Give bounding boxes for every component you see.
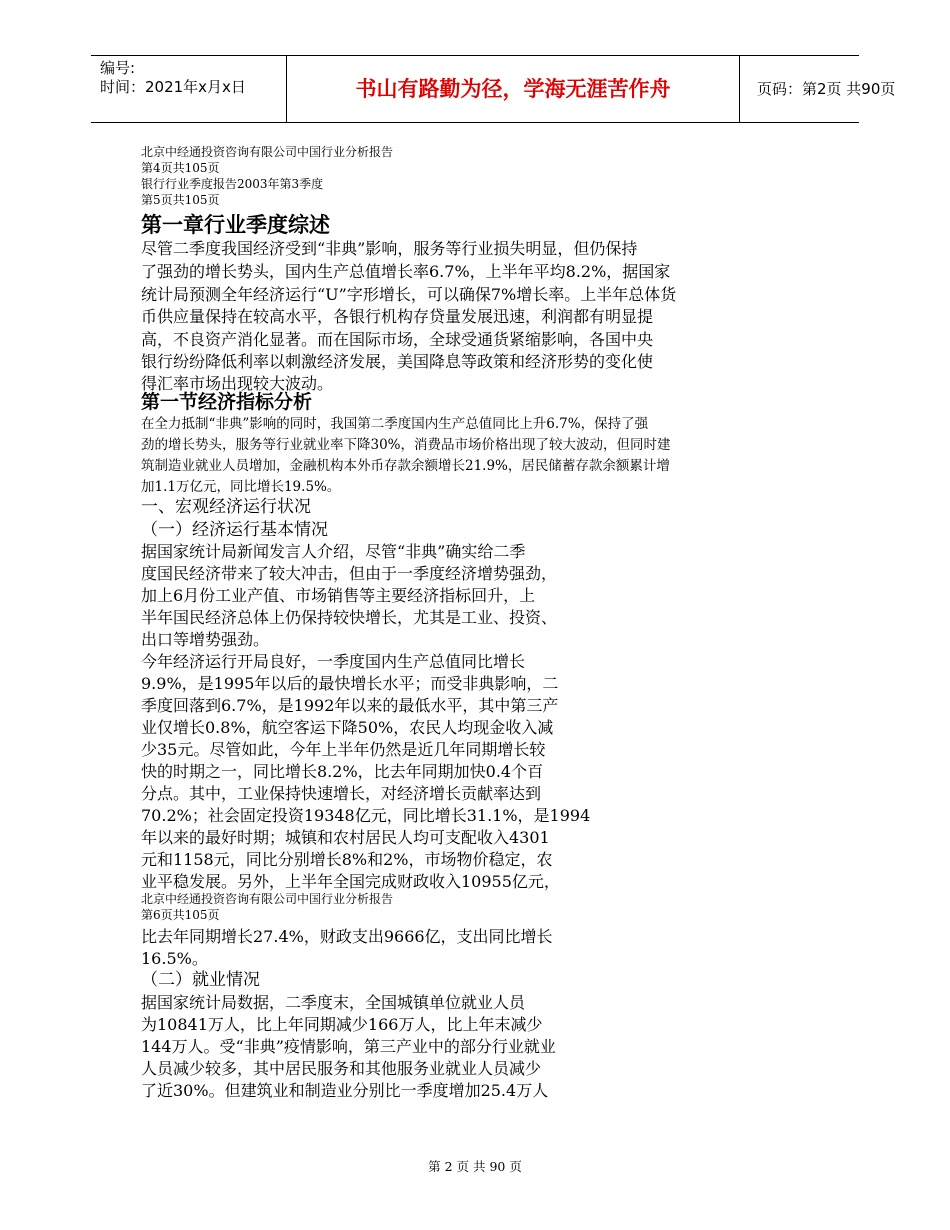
page-header [91,55,896,123]
header-center-cell [286,56,740,122]
chapter-heading: 第一章行业季度综述 [141,213,330,237]
paragraph-line: 加上6月份工业产值、市场销售等主要经济指标回升，上 [141,586,536,605]
paragraph-line: 统计局预测全年经济运行“U”字形增长，可以确保7%增长率。上半年总体货 [141,285,677,304]
paragraph-line: 了近30%。但建筑业和制造业分别比一季度增加25.4万人 [141,1081,549,1100]
paragraph-line: 银行纷纷降低利率以刺激经济发展，美国降息等政策和经济形势的变化使 [141,352,654,371]
paragraph-line: 元和1158元，同比分别增长8%和2%，市场物价稳定，农 [141,850,553,869]
paragraph-line: 半年国民经济总体上仍保持较快增长，尤其是工业、投资、 [141,608,558,627]
paragraph-line: 比去年同期增长27.4%，财政支出9666亿，支出同比增长 [141,927,553,946]
paragraph-line: 快的时期之一，同比增长8.2%，比去年同期加快0.4个百 [141,762,544,781]
running-page-note: 第6页共105页 [141,908,220,922]
paragraph-line: 币供应量保持在较高水平，各银行机构存贷量发展迅速，利润都有明显提 [141,307,654,326]
page-footer: 第 2 页 共 90 页 [428,1159,522,1174]
paragraph-line: 9.9%，是1995年以后的最快增长水平；而受非典影响，二 [141,674,559,693]
paragraph-line: 今年经济运行开局良好，一季度国内生产总值同比增长 [141,652,526,671]
paragraph-line: 筑制造业就业人员增加，金融机构本外币存款余额增长21.9%，居民储蓄存款余额累计增 [141,458,670,474]
paragraph-line: 据国家统计局数据，二季度末，全国城镇单位就业人员 [141,993,526,1012]
paragraph-line: 70.2%；社会固定投资19348亿元，同比增长31.1%，是1994 [141,806,591,825]
paragraph-line: 144万人。受“非典”疫情影响，第三产业中的部分行业就业 [141,1037,556,1056]
paragraph-line: 在全力抵制“非典”影响的同时，我国第二季度国内生产总值同比上升6.7%，保持了强 [141,416,649,432]
paragraph-line: 加1.1万亿元，同比增长19.5%。 [141,479,341,495]
paragraph-line: 16.5%。 [141,949,208,968]
subsection-heading: （一）经济运行基本情况 [141,520,328,540]
subsection-heading: （二）就业情况 [141,970,260,990]
header-page-label: 页码：第2页 共90页 [757,80,896,98]
running-page-note: 第5页共105页 [141,193,220,207]
document-number-label: 编号: [100,59,136,77]
running-page-note: 第4页共105页 [141,161,220,175]
document-date-label: 时间：2021年x月x日 [100,78,246,96]
paragraph-line: 得汇率市场出现较大波动。 [141,374,334,393]
header-motto: 书山有路勤为径，学海无涯苦作舟 [355,77,671,101]
paragraph-line: 劲的增长势头，服务等行业就业率下降30%，消费品市场价格出现了较大波动，但同时建 [141,437,671,453]
paragraph-line: 据国家统计局新闻发言人介绍，尽管“非典”确实给二季 [141,542,526,561]
report-title-line: 银行行业季度报告2003年第3季度 [141,177,324,191]
paragraph-line: 人员减少较多，其中居民服务和其他服务业就业人员减少 [141,1059,542,1078]
paragraph-line: 出口等增势强劲。 [141,630,270,649]
section-heading: 第一节经济指标分析 [141,391,313,413]
running-header: 北京中经通投资咨询有限公司中国行业分析报告 [141,892,394,906]
paragraph-line: 年以来的最好时期；城镇和农村居民人均可支配收入4301 [141,828,550,847]
paragraph-line: 高，不良资产消化显著。而在国际市场，全球受通货紧缩影响，各国中央 [141,330,654,349]
subsection-heading: 一、宏观经济运行状况 [141,497,311,517]
paragraph-line: 季度回落到6.7%，是1992年以来的最低水平，其中第三产 [141,696,559,715]
paragraph-line: 了强劲的增长势头，国内生产总值增长率6.7%，上半年平均8.2%，据国家 [141,262,671,281]
paragraph-line: 少35元。尽管如此，今年上半年仍然是近几年同期增长较 [141,740,546,759]
paragraph-line: 业仅增长0.8%，航空客运下降50%，农民人均现金收入减 [141,718,554,737]
paragraph-line: 分点。其中，工业保持快速增长，对经济增长贡献率达到 [141,784,542,803]
paragraph-line: 为10841万人，比上年同期减少166万人，比上年末减少 [141,1015,543,1034]
paragraph-line: 度国民经济带来了较大冲击，但由于一季度经济增势强劲， [141,564,558,583]
running-header: 北京中经通投资咨询有限公司中国行业分析报告 [141,145,394,159]
paragraph-line: 业平稳发展。另外，上半年全国完成财政收入10955亿元， [141,872,560,891]
paragraph-line: 尽管二季度我国经济受到“非典”影响，服务等行业损失明显，但仍保持 [141,239,638,258]
